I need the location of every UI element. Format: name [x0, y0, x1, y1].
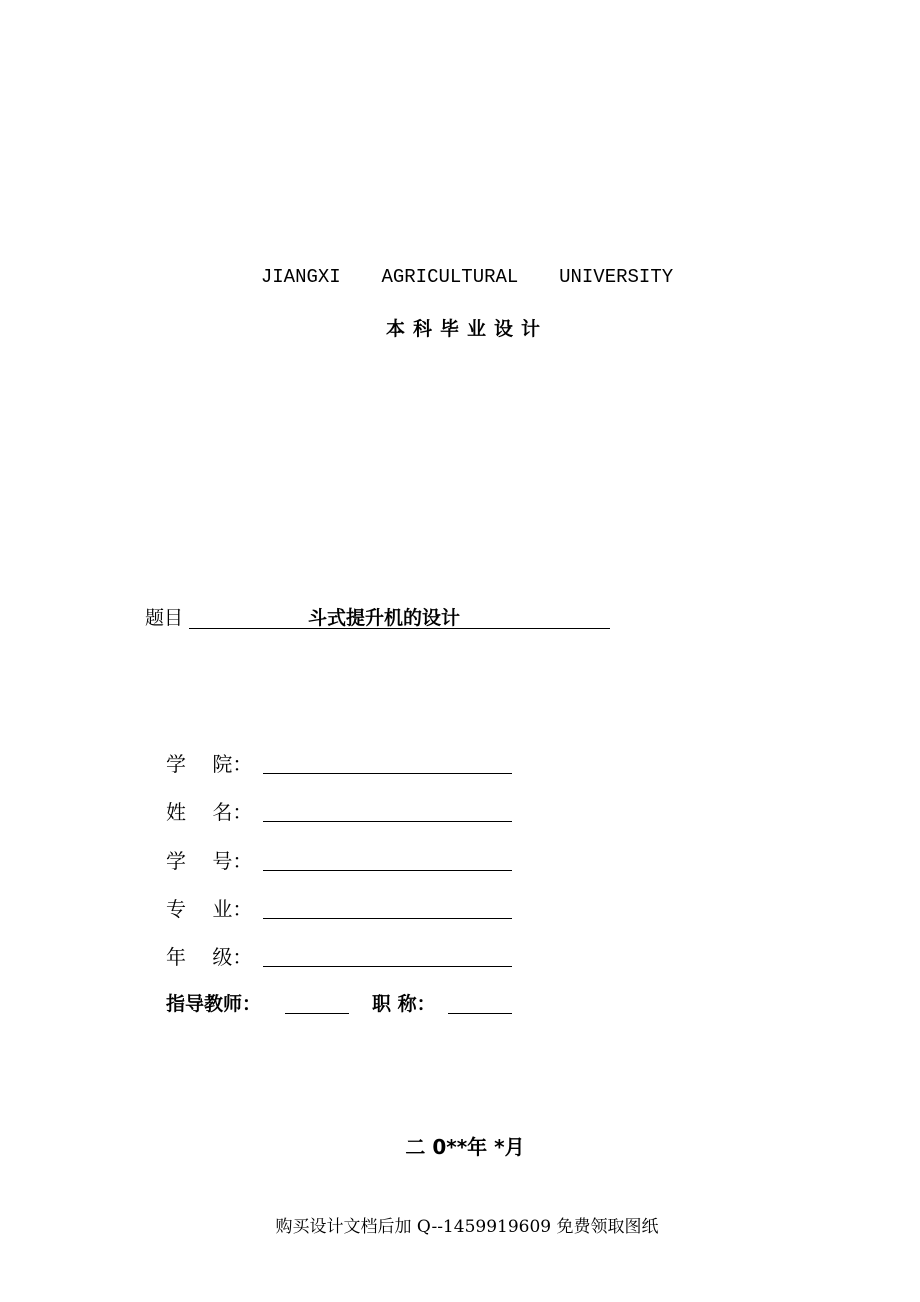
field-underline — [263, 966, 512, 967]
field-label: 学 号： — [166, 849, 253, 873]
topic-value: 斗式提升机的设计 — [308, 607, 461, 629]
field-underline — [263, 821, 512, 822]
advisor-underline — [285, 1013, 349, 1014]
university-name: JIANGXI AGRICULTURAL UNIVERSITY — [260, 266, 674, 288]
field-label: 年 级： — [166, 945, 253, 969]
advisor-label: 指导教师： — [166, 993, 262, 1015]
field-underline — [263, 870, 512, 871]
advisor-row — [166, 989, 526, 1019]
topic-label: 题目 — [145, 607, 184, 629]
title-label: 职 称： — [372, 993, 436, 1015]
date: 二 0**年 *月 — [405, 1135, 525, 1159]
field-label: 姓 名： — [166, 800, 253, 824]
field-underline — [263, 773, 512, 774]
field-label: 学 院： — [166, 752, 253, 776]
field-underline — [263, 918, 512, 919]
footer-note: 购买设计文档后加 Q--1459919609 免费领取图纸 — [275, 1217, 659, 1237]
field-label: 专 业： — [166, 897, 253, 921]
title-underline — [448, 1013, 512, 1014]
degree-title: 本科毕业设计 — [385, 318, 548, 340]
